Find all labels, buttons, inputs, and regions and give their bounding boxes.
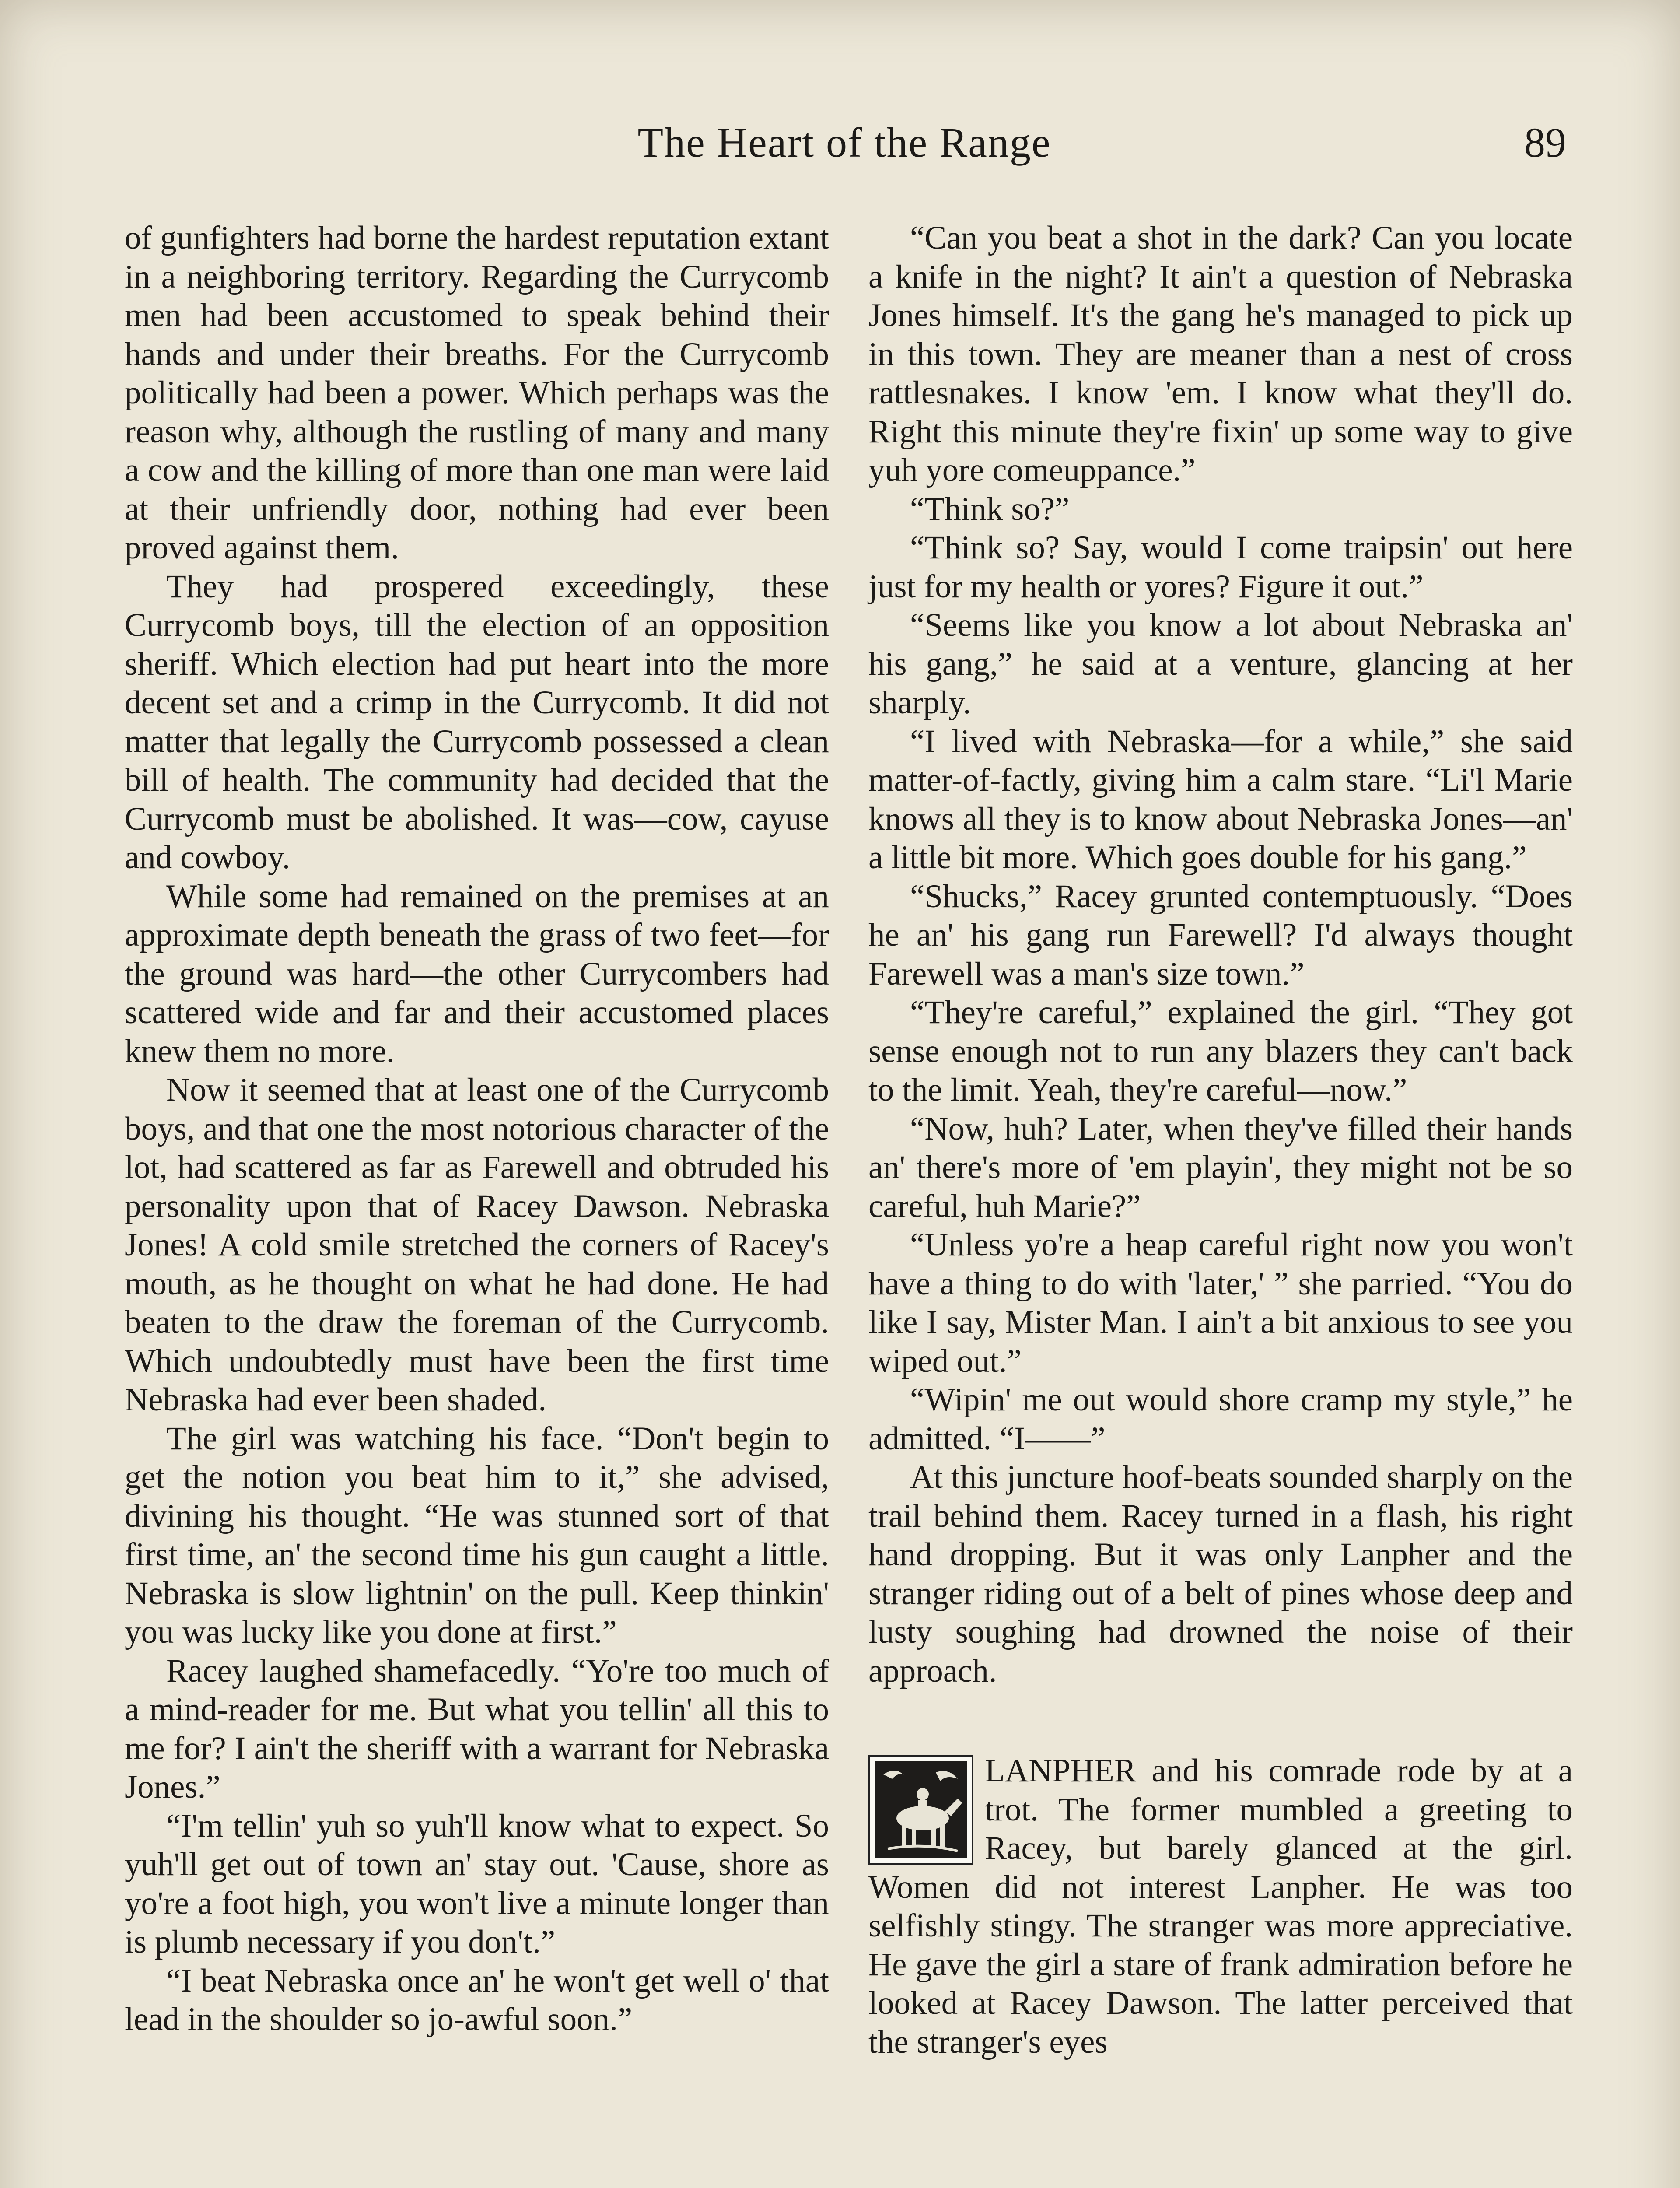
paragraph: “I lived with Nebraska—for a while,” she said matter-of-factly, giving him a calm stare. “Li'l Marie knows all they is to know about Nebraska Jones—an' a little bit more. Which goes double for his gang.”	[868, 723, 1573, 876]
paragraph: “Think so? Say, would I come traipsin' out here just for my health or yores? Figure it out.”	[868, 529, 1573, 605]
paragraph: “Unless yo're a heap careful right now you won't have a thing to do with 'later,' ” she parried. “You do like I say, Mister Man. I ain't a bit anxious to see you wiped out.”	[868, 1227, 1573, 1379]
paragraph: “Wipin' me out would shore cramp my style,” he admitted. “I——”	[868, 1382, 1573, 1457]
paragraph: “Think so?”	[910, 491, 1070, 527]
running-title: The Heart of the Range	[637, 119, 1051, 166]
left-column	[125, 219, 829, 2039]
paragraph: “Seems like you know a lot about Nebraska an' his gang,” he said at a venture, glancing at her sharply.	[868, 607, 1573, 721]
paragraph: They had prospered exceedingly, these Currycomb boys, till the election of an opposition sheriff. Which election had put heart into the more decent set and a crimp in the Currycomb. It did not matter that legally the Currycomb possessed a clean bill of health. The community had decided that the Currycomb must be abolished. It was—cow, cayuse and cowboy.	[125, 568, 829, 876]
paragraph: Now it seemed that at least one of the Currycomb boys, and that one the most notorious character of the lot, had scattered as far as Farewell and obtruded his personality upon that of Racey Dawson. Nebraska Jones! A cold smile stretched the corners of Racey's mouth, as he thought on what he had done. He had beaten to the draw the foreman of the Currycomb. Which undoubtedly must have been the first time Nebraska had ever been shaded.	[125, 1072, 829, 1418]
paragraph: “Can you beat a shot in the dark? Can you locate a knife in the night? It ain't a question of Nebraska Jones himself. It's the gang he's managed to pick up in this town. They are meaner than a nest of cross rattlesnakes. I know 'em. I know what they'll do. Right this minute they're fixin' up some way to give yuh yore comeuppance.”	[868, 220, 1573, 488]
paragraph: “Now, huh? Later, when they've filled their hands an' there's more of 'em playin', they might not be so careful, huh Marie?”	[868, 1110, 1573, 1224]
paragraph: The girl was watching his face. “Don't begin to get the notion you beat him to it,” she advised, divining his thought. “He was stunned sort of that first time, an' the second time his gun caught a little. Nebraska is slow lightnin' on the pull. Keep thinkin' you was lucky like you done at first.”	[125, 1420, 829, 1650]
paragraph: At this juncture hoof-beats sounded sharply on the trail behind them. Racey turned in a flash, his right hand dropping. But it was only Lanpher and the stranger riding out of a belt of pines whose deep and lusty soughing had drowned the noise of their approach.	[868, 1459, 1573, 1689]
right-column	[868, 219, 1573, 2062]
horse-rider-ornament-icon	[868, 1755, 973, 1865]
paragraph: of gunfighters had borne the hardest reputation extant in a neighboring territory. Regarding the Currycomb men had been accustomed to speak behind their hands and under their breaths. For the Currycomb politically had been a power. Which perhaps was the reason why, although the rustling of many and many a cow and the killing of more than one man were laid at their unfriendly door, nothing had ever been proved against them.	[125, 220, 829, 566]
section-break	[868, 1690, 1573, 1752]
page-number: 89	[1524, 119, 1566, 166]
paragraph: “I beat Nebraska once an' he won't get well o' that lead in the shoulder so jo-awful soon.”	[125, 1962, 829, 2037]
running-head	[122, 118, 1566, 171]
paragraph: While some had remained on the premises at an approximate depth beneath the grass of two feet—for the ground was hard—the other Currycombers had scattered wide and far and their accustomed places knew them no more.	[125, 878, 829, 1069]
paragraph: “They're careful,” explained the girl. “They got sense enough not to run any blazers they can't back to the limit. Yeah, they're careful—now.”	[868, 994, 1573, 1108]
paragraph: “Shucks,” Racey grunted contemptuously. “Does he an' his gang run Farewell? I'd always thought Farewell was a man's size town.”	[868, 878, 1573, 992]
paragraph: Racey laughed shamefacedly. “Yo're too much of a mind-reader for me. But what you tellin' all this to me for? I ain't the sheriff with a warrant for Nebraska Jones.”	[125, 1652, 829, 1805]
paragraph: “I'm tellin' yuh so yuh'll know what to expect. So yuh'll get out of town an' stay out. 'Cause, shore as yo're a foot high, you won't live a minute longer than is plumb necessary if you don't.”	[125, 1807, 829, 1960]
section-opening-paragraph: LANPHER and his comrade rode by at a trot. The former mumbled a greeting to Racey, but barely glanced at the girl. Women did not interest Lanpher. He was too selfishly stingy. The stranger was more appreciative. He gave the girl a stare of frank admiration before he looked at Racey Dawson. The latter perceived that the stranger's eyes	[868, 1753, 1573, 2060]
